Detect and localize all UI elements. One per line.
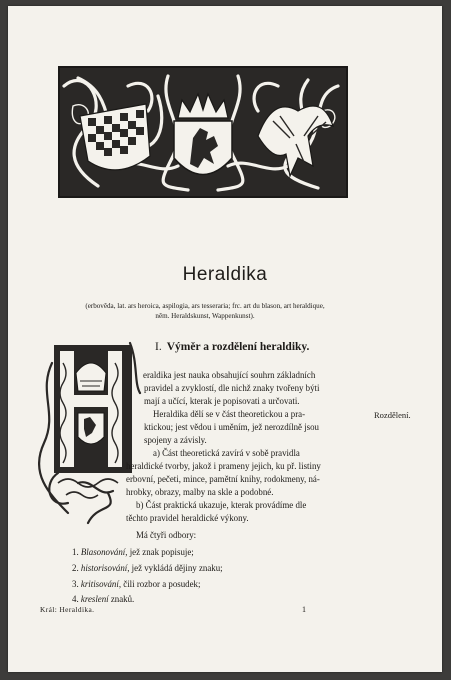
page-number: 1 [302, 605, 306, 614]
list-item-text: , čili rozbor a posudek; [118, 579, 201, 589]
list-item-number: 3. [72, 579, 79, 589]
list-item-term: historisování [80, 563, 128, 573]
list-item-term: kritisování [80, 579, 119, 589]
subtitle-line: něm. Heraldskunst, Wappenkunst). [155, 312, 255, 320]
body-line: heraldické tvorby, jakož i prameny jejich, ku př. listiny [126, 461, 321, 471]
list-item-term: kreslení [80, 594, 109, 604]
body-line: pravidel a zvyklostí, dle nichž znaky tvořeny býti [144, 383, 320, 393]
list-item-number: 1. [72, 547, 79, 557]
list-item-text: , jež vykládá dějiny znaku; [127, 563, 223, 573]
list-item-text: znaků. [108, 594, 135, 604]
section-heading-text: Výměr a rozdělení heraldiky. [166, 341, 310, 353]
page [8, 6, 442, 672]
body-line: b) Část praktická ukazuje, kterak provádíme dle [136, 500, 307, 510]
section-number: I. [155, 341, 162, 353]
body-line: erbovní, pečeti, mince, pamětní knihy, rodokmeny, ná- [126, 474, 320, 484]
body-line: spojeny a závisly. [144, 435, 207, 445]
list-item [72, 547, 194, 558]
decorated-initial-h [38, 333, 144, 529]
page-title: Heraldika [182, 264, 268, 285]
list-item [72, 579, 200, 590]
list-item-text: , jež znak popisuje; [125, 547, 194, 557]
list-item-number: 4. [72, 594, 79, 604]
heraldic-header-ornament [58, 66, 348, 198]
body-line: a) Část theoretická zavírá v sobě pravidla [153, 448, 300, 458]
footer-author-title: Král: Heraldika. [40, 605, 95, 614]
subtitle-line: (erbověda, lat. ars heroica, aspilogia, ars tesseraria; frc. art du blason, art heraldique, [85, 302, 325, 310]
subtitle [40, 301, 370, 321]
section-heading [155, 341, 309, 353]
margin-note: Rozdělení. [374, 410, 411, 420]
body-line: Má čtyři odbory: [136, 530, 197, 540]
body-line: Heraldika dělí se v část theoretickou a pra- [153, 409, 306, 419]
list-item [72, 563, 223, 574]
list-item-term: Blasonování [80, 547, 126, 557]
body-line: ktickou; jest vědou i uměním, jež nerozdílně jsou [144, 422, 319, 432]
list-item-number: 2. [72, 563, 79, 573]
body-line: eraldika jest nauka obsahující souhrn základních [143, 370, 316, 380]
body-line: těchto pravidel heraldické výkony. [126, 513, 249, 523]
body-line: hrobky, obrazy, malby na skle a podobné. [126, 487, 274, 497]
body-line: mají a učící, kterak je popisovati a určovati. [144, 396, 300, 406]
list-item [72, 594, 134, 605]
